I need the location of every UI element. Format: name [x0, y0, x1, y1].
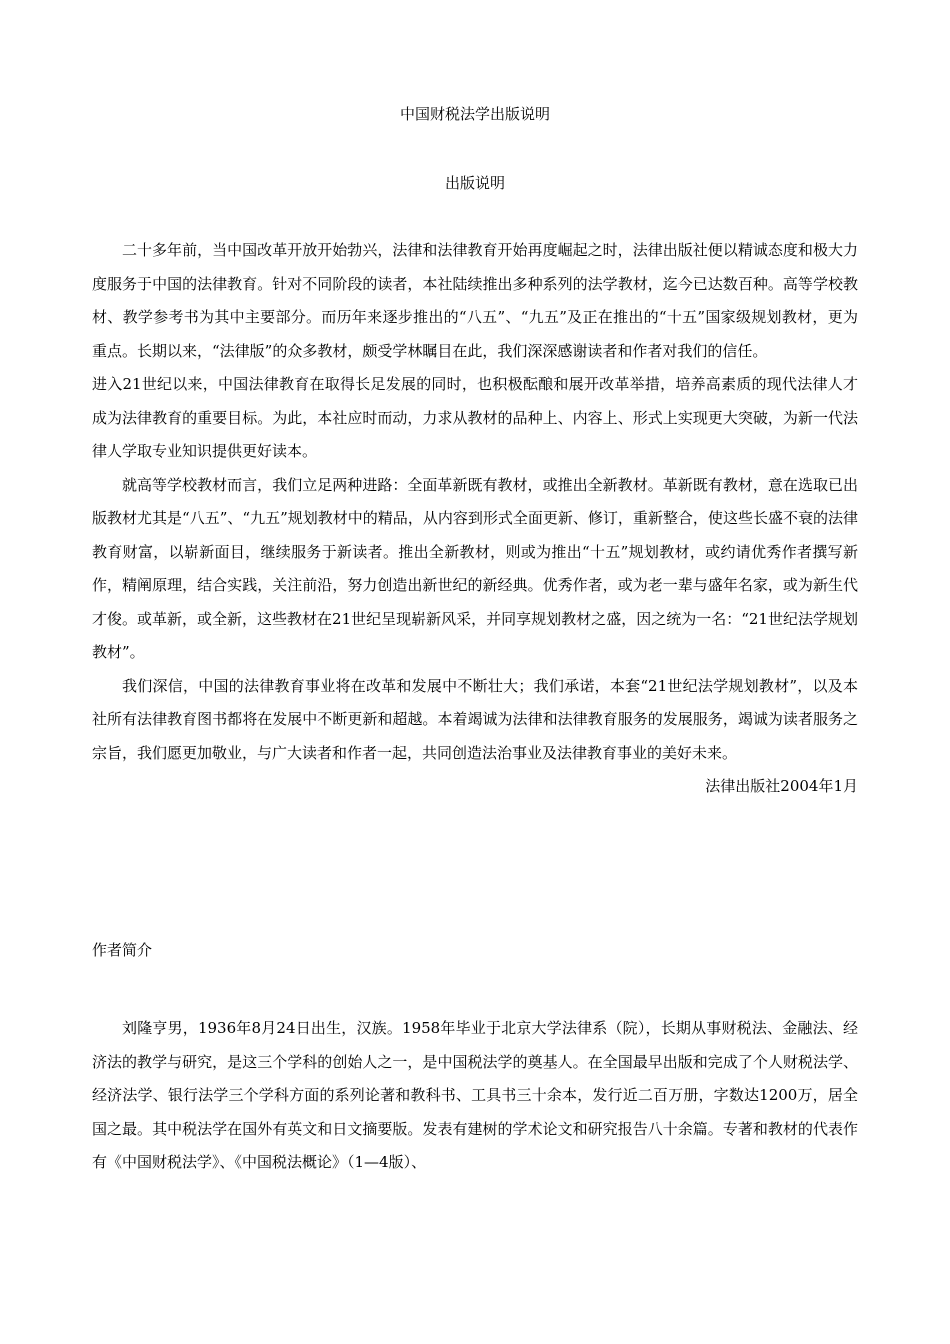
preface-heading: 出版说明 — [444, 174, 505, 192]
author-body — [92, 1012, 858, 1180]
preface-body — [92, 234, 858, 804]
preface-paragraph-2: 进入21世纪以来，中国法律教育在取得长足发展的同时，也积极酝酿和展开改革举措，培养高素质的现代法律人才成为法律教育的重要目标。为此，本社应时而动，力求从教材的品种上、内容上、形式上实现更大突破，为新一代法律人学取专业知识提供更好读本。 — [92, 375, 858, 460]
publisher-signature: 法律出版社2004年1月 — [705, 777, 858, 795]
preface-paragraph-3: 就高等学校教材而言，我们立足两种进路：全面革新既有教材，或推出全新教材。革新既有教材，意在选取已出版教材尤其是“八五”、“九五”规划教材中的精品，从内容到形式全面更新、修订，重新整合，使这些长盛不衰的法律教育财富，以崭新面目，继续服务于新读者。推出全新教材，则或为推出“十五”规划教材，或约请优秀作者撰写新作，精阐原理，结合实践，关注前沿，努力创造出新世纪的新经典。优秀作者，或为老一辈与盛年名家，或为新生代才俊。或革新，或全新，这些教材在21世纪呈现崭新风采，并同享规划教材之盛，因之统为一名：“21世纪法学规划教材”。 — [92, 475, 858, 661]
document-title: 中国财税法学出版说明 — [399, 105, 550, 123]
author-paragraph: 刘隆亨男，1936年8月24日出生，汉族。1958年毕业于北京大学法律系（院），长期从事财税法、金融法、经济法的教学与研究，是这三个学科的创始人之一，是中国税法学的奠基人。在全国最早出版和完成了个人财税法学、经济法学、银行法学三个学科方面的系列论著和教科书、工具书三十余本，发行近二百万册，字数达1200万，居全国之最。其中税法学在国外有英文和日文摘要版。发表有建树的学术论文和研究报告八十余篇。专著和教材的代表作有《中国财税法学》、《中国税法概论》（1—4版）、 — [92, 1019, 858, 1171]
preface-paragraph-1: 二十多年前，当中国改革开放开始勃兴，法律和法律教育开始再度崛起之时，法律出版社便以精诚态度和极大力度服务于中国的法律教育。针对不同阶段的读者，本社陆续推出多种系列的法学教材，迄今已达数百种。高等学校教材、教学参考书为其中主要部分。而历年来逐步推出的“八五”、“九五”及正在推出的“十五”国家级规划教材，更为重点。长期以来，“法律版”的众多教材，颇受学林瞩目在此，我们深深感谢读者和作者对我们的信任。 — [92, 241, 858, 360]
author-heading: 作者简介 — [92, 941, 153, 959]
preface-paragraph-4: 我们深信，中国的法律教育事业将在改革和发展中不断壮大；我们承诺，本套“21世纪法学规划教材”，以及本社所有法律教育图书都将在发展中不断更新和超越。本着竭诚为法律和法律教育服务的发展服务，竭诚为读者服务之宗旨，我们愿更加敬业，与广大读者和作者一起，共同创造法治事业及法律教育事业的美好未来。 — [92, 676, 858, 762]
